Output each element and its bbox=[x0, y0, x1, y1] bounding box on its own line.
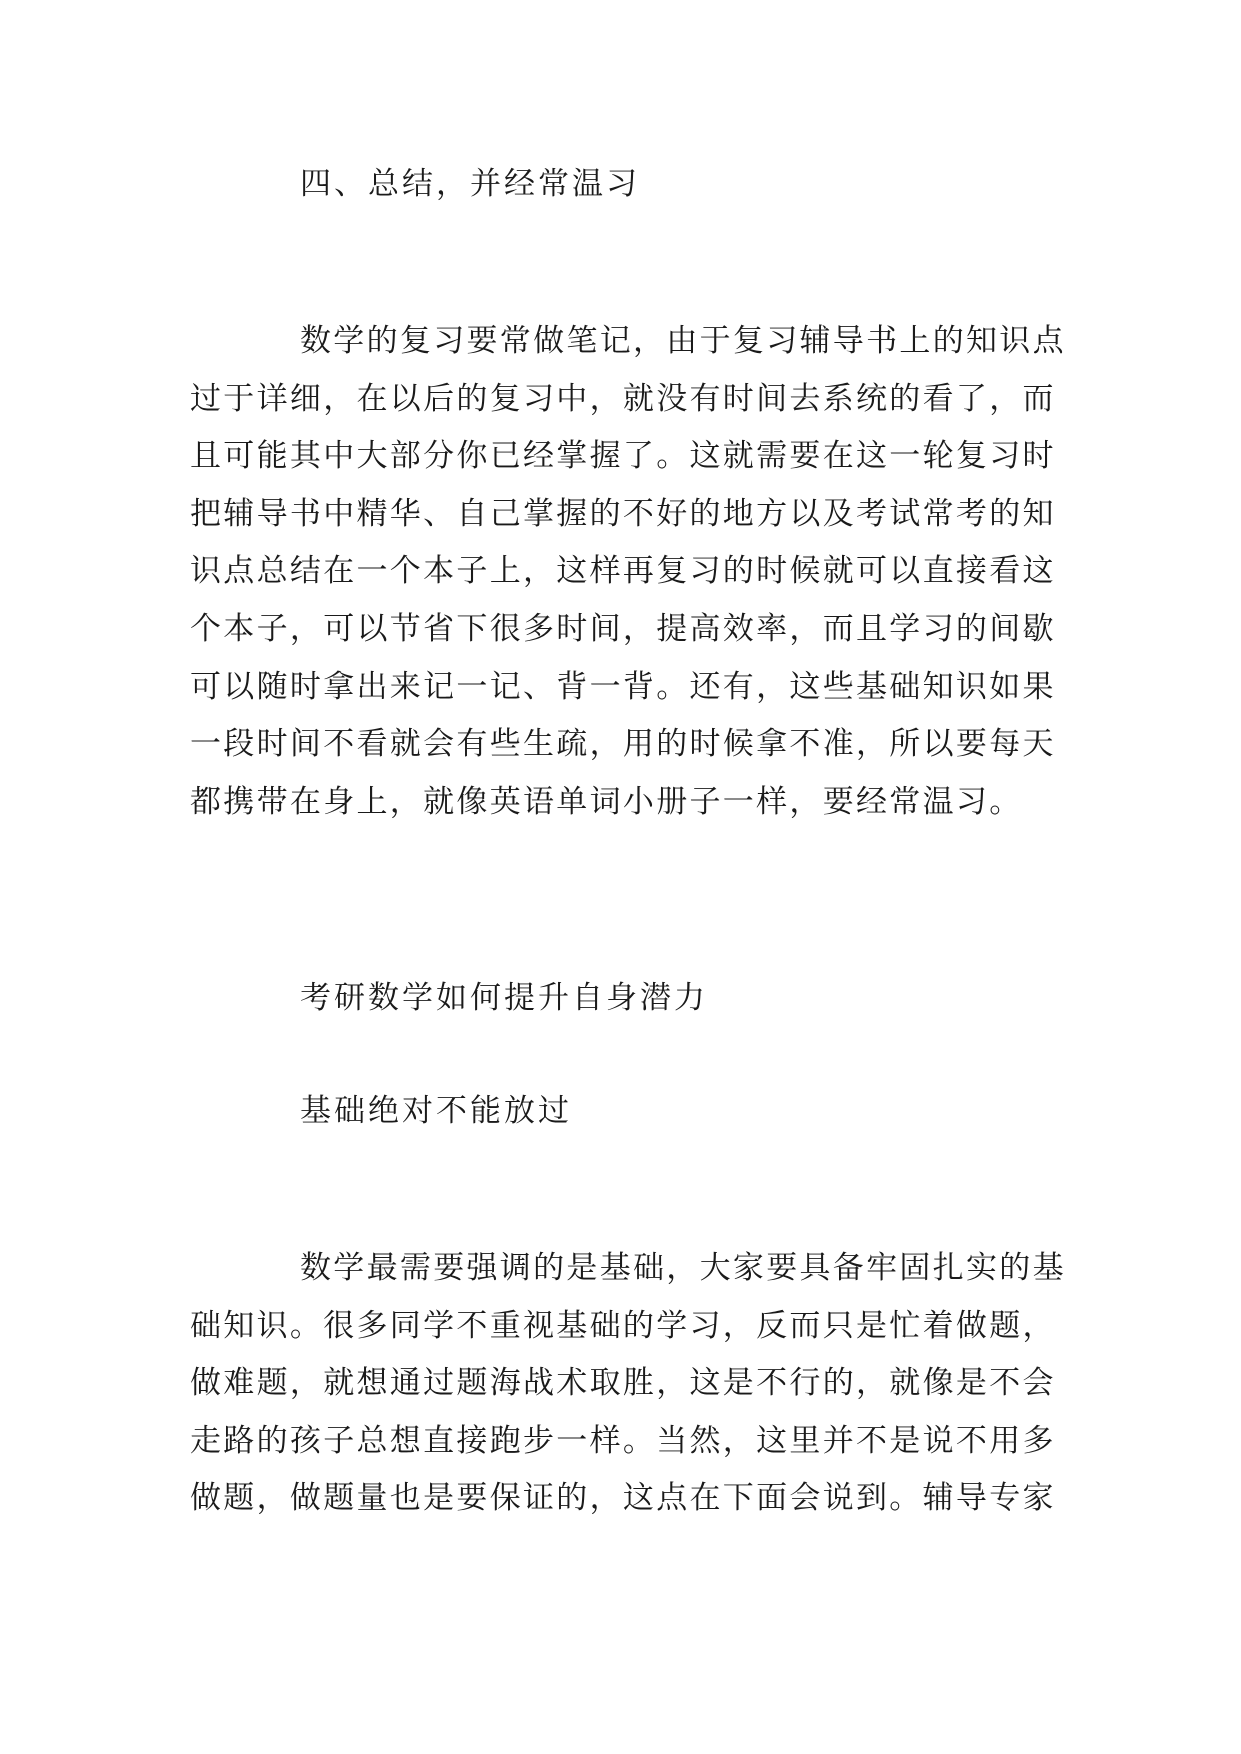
paragraph-line: 数学最需要强调的是基础，大家要具备牢固扎实的基 bbox=[300, 1250, 1066, 1286]
paragraph-line: 走路的孩子总想直接跑步一样。当然，这里并不是说不用多 bbox=[190, 1422, 1056, 1459]
paragraph-line: 做题，做题量也是要保证的，这点在下面会说到。辅导专家 bbox=[190, 1480, 1056, 1517]
paragraph-line: 都携带在身上，就像英语单词小册子一样，要经常温习。 bbox=[190, 783, 1023, 820]
subheading: 基础绝对不能放过 bbox=[300, 1093, 572, 1129]
paragraph-line: 础知识。很多同学不重视基础的学习，反而只是忙着做题， bbox=[190, 1307, 1056, 1344]
paragraph-line: 一段时间不看就会有些生疏，用的时候拿不准，所以要每天 bbox=[190, 726, 1056, 763]
paragraph-line: 过于详细，在以后的复习中，就没有时间去系统的看了，而 bbox=[190, 380, 1056, 417]
paragraph-line: 识点总结在一个本子上，这样再复习的时候就可以直接看这 bbox=[190, 553, 1056, 590]
paragraph-line: 个本子，可以节省下很多时间，提高效率，而且学习的间歇 bbox=[190, 610, 1056, 647]
paragraph-notes bbox=[190, 313, 1066, 831]
paragraph-line: 可以随时拿出来记一记、背一背。还有，这些基础知识如果 bbox=[190, 668, 1056, 705]
section-heading: 四、总结，并经常温习 bbox=[300, 166, 640, 202]
article-title: 考研数学如何提升自身潜力 bbox=[300, 980, 708, 1016]
paragraph-line: 数学的复习要常做笔记，由于复习辅导书上的知识点 bbox=[300, 323, 1066, 359]
paragraph-line: 把辅导书中精华、自己掌握的不好的地方以及考试常考的知 bbox=[190, 495, 1056, 532]
paragraph-basics bbox=[190, 1240, 1066, 1528]
paragraph-line: 做难题，就想通过题海战术取胜，这是不行的，就像是不会 bbox=[190, 1365, 1056, 1402]
paragraph-line: 且可能其中大部分你已经掌握了。这就需要在这一轮复习时 bbox=[190, 438, 1056, 475]
